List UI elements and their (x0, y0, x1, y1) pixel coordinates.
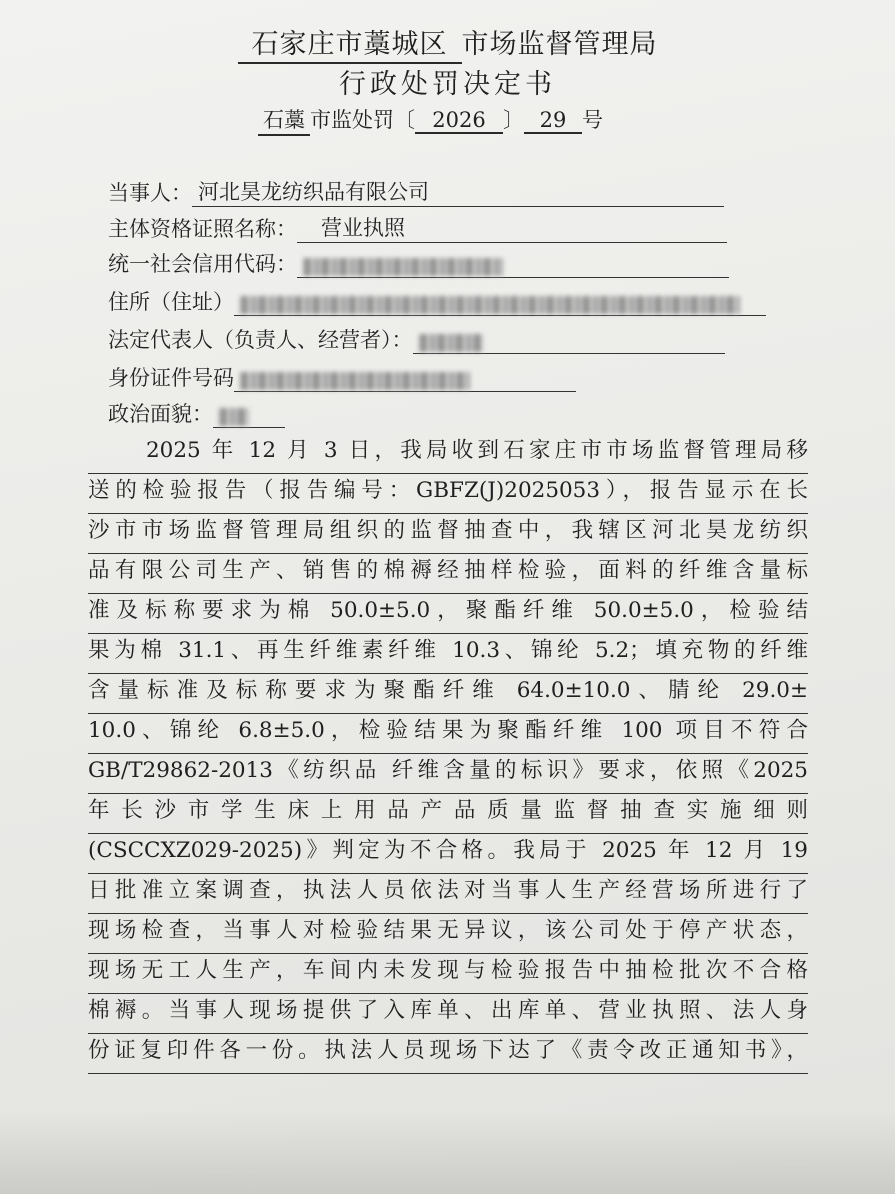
redacted-address (240, 296, 740, 314)
party-label: 当事人： (108, 181, 192, 205)
license-label: 主体资格证照名称： (108, 217, 297, 241)
doc-number-suffix: 号 (582, 108, 603, 132)
politics-row (108, 398, 285, 430)
body-line: 年长沙市学生床上用品产品质量监督抽查实施细则 (88, 794, 808, 834)
address-label: 住所（住址） (108, 290, 234, 314)
body-line: 果为棉 31.1、再生纤维素纤维 10.3、锦纶 5.2；填充物的纤维 (88, 634, 808, 674)
party-value: 河北昊龙纺织品有限公司 (192, 176, 724, 207)
doc-number-sequence: 29 (524, 108, 582, 134)
body-line: 现场检查，当事人对检验结果无异议，该公司处于停产状态， (88, 914, 808, 954)
document-title: 行政处罚决定书 (339, 69, 556, 100)
politics-label: 政治面貌： (108, 402, 213, 426)
page-shadow (0, 1110, 895, 1194)
doc-number-middle: 市监处罚 (310, 108, 394, 132)
body-line: 份证复印件各一份。执法人员现场下达了《责令改正通知书》， (88, 1034, 808, 1074)
legal-rep-label: 法定代表人（负责人、经营者）： (108, 328, 413, 352)
legal-rep-row (108, 324, 725, 356)
body-line: (CSCCXZ029-2025)》判定为不合格。我局于 2025 年 12 月 19 (88, 834, 808, 874)
doc-number-bracket-close: 〕 (503, 108, 524, 132)
body-line: 日批准立案调查，执法人员依法对当事人生产经营场所进行了 (88, 874, 808, 914)
body-line: 现场无工人生产，车间内未发现与检验报告中抽检批次不合格 (88, 954, 808, 994)
credit-code-value (297, 253, 729, 278)
id-number-value (234, 367, 576, 392)
credit-code-row (108, 248, 729, 280)
party-row (108, 176, 724, 208)
case-facts-body (88, 434, 808, 1074)
doc-number-year: 2026 (415, 108, 503, 134)
body-line: 2025 年 12 月 3 日，我局收到石家庄市市场监督管理局移 (88, 434, 808, 474)
body-line: 含量标准及标称要求为聚酯纤维 64.0±10.0、腈纶 29.0± (88, 674, 808, 714)
issuing-authority (0, 22, 895, 61)
politics-value (213, 403, 285, 428)
redacted-id-number (240, 372, 470, 390)
id-number-label: 身份证件号码 (108, 366, 234, 390)
id-number-row (108, 362, 576, 394)
body-line: 10.0、锦纶 6.8±5.0，检验结果为聚酯纤维 100 项目不符合 (88, 714, 808, 754)
redacted-politics (219, 408, 249, 426)
license-value: 营业执照 (297, 212, 727, 243)
body-line: 棉褥。当事人现场提供了入库单、出库单、营业执照、法人身 (88, 994, 808, 1034)
redacted-credit-code (303, 258, 503, 276)
doc-number-bracket-open: 〔 (394, 108, 415, 132)
legal-rep-value (413, 329, 725, 354)
authority-district: 石家庄市藁城区 (238, 29, 462, 64)
license-row (108, 212, 727, 244)
doc-number-prefix: 石藁 (258, 104, 310, 136)
body-line: 送的检验报告（报告编号：GBFZ(J)2025053），报告显示在长 (88, 474, 808, 514)
address-value (234, 291, 766, 316)
body-line: GB/T29862-2013《纺织品 纤维含量的标识》要求，依照《2025 (88, 754, 808, 794)
authority-bureau: 市场监督管理局 (461, 29, 658, 60)
address-row (108, 286, 766, 318)
document-number (258, 104, 603, 136)
body-line: 品有限公司生产、销售的棉褥经抽样检验，面料的纤维含量标 (88, 554, 808, 594)
credit-code-label: 统一社会信用代码： (108, 252, 297, 276)
body-line: 准及标称要求为棉 50.0±5.0，聚酯纤维 50.0±5.0，检验结 (88, 594, 808, 634)
redacted-legal-rep (419, 334, 483, 352)
body-line: 沙市市场监督管理局组织的监督抽查中，我辖区河北昊龙纺织 (88, 514, 808, 554)
